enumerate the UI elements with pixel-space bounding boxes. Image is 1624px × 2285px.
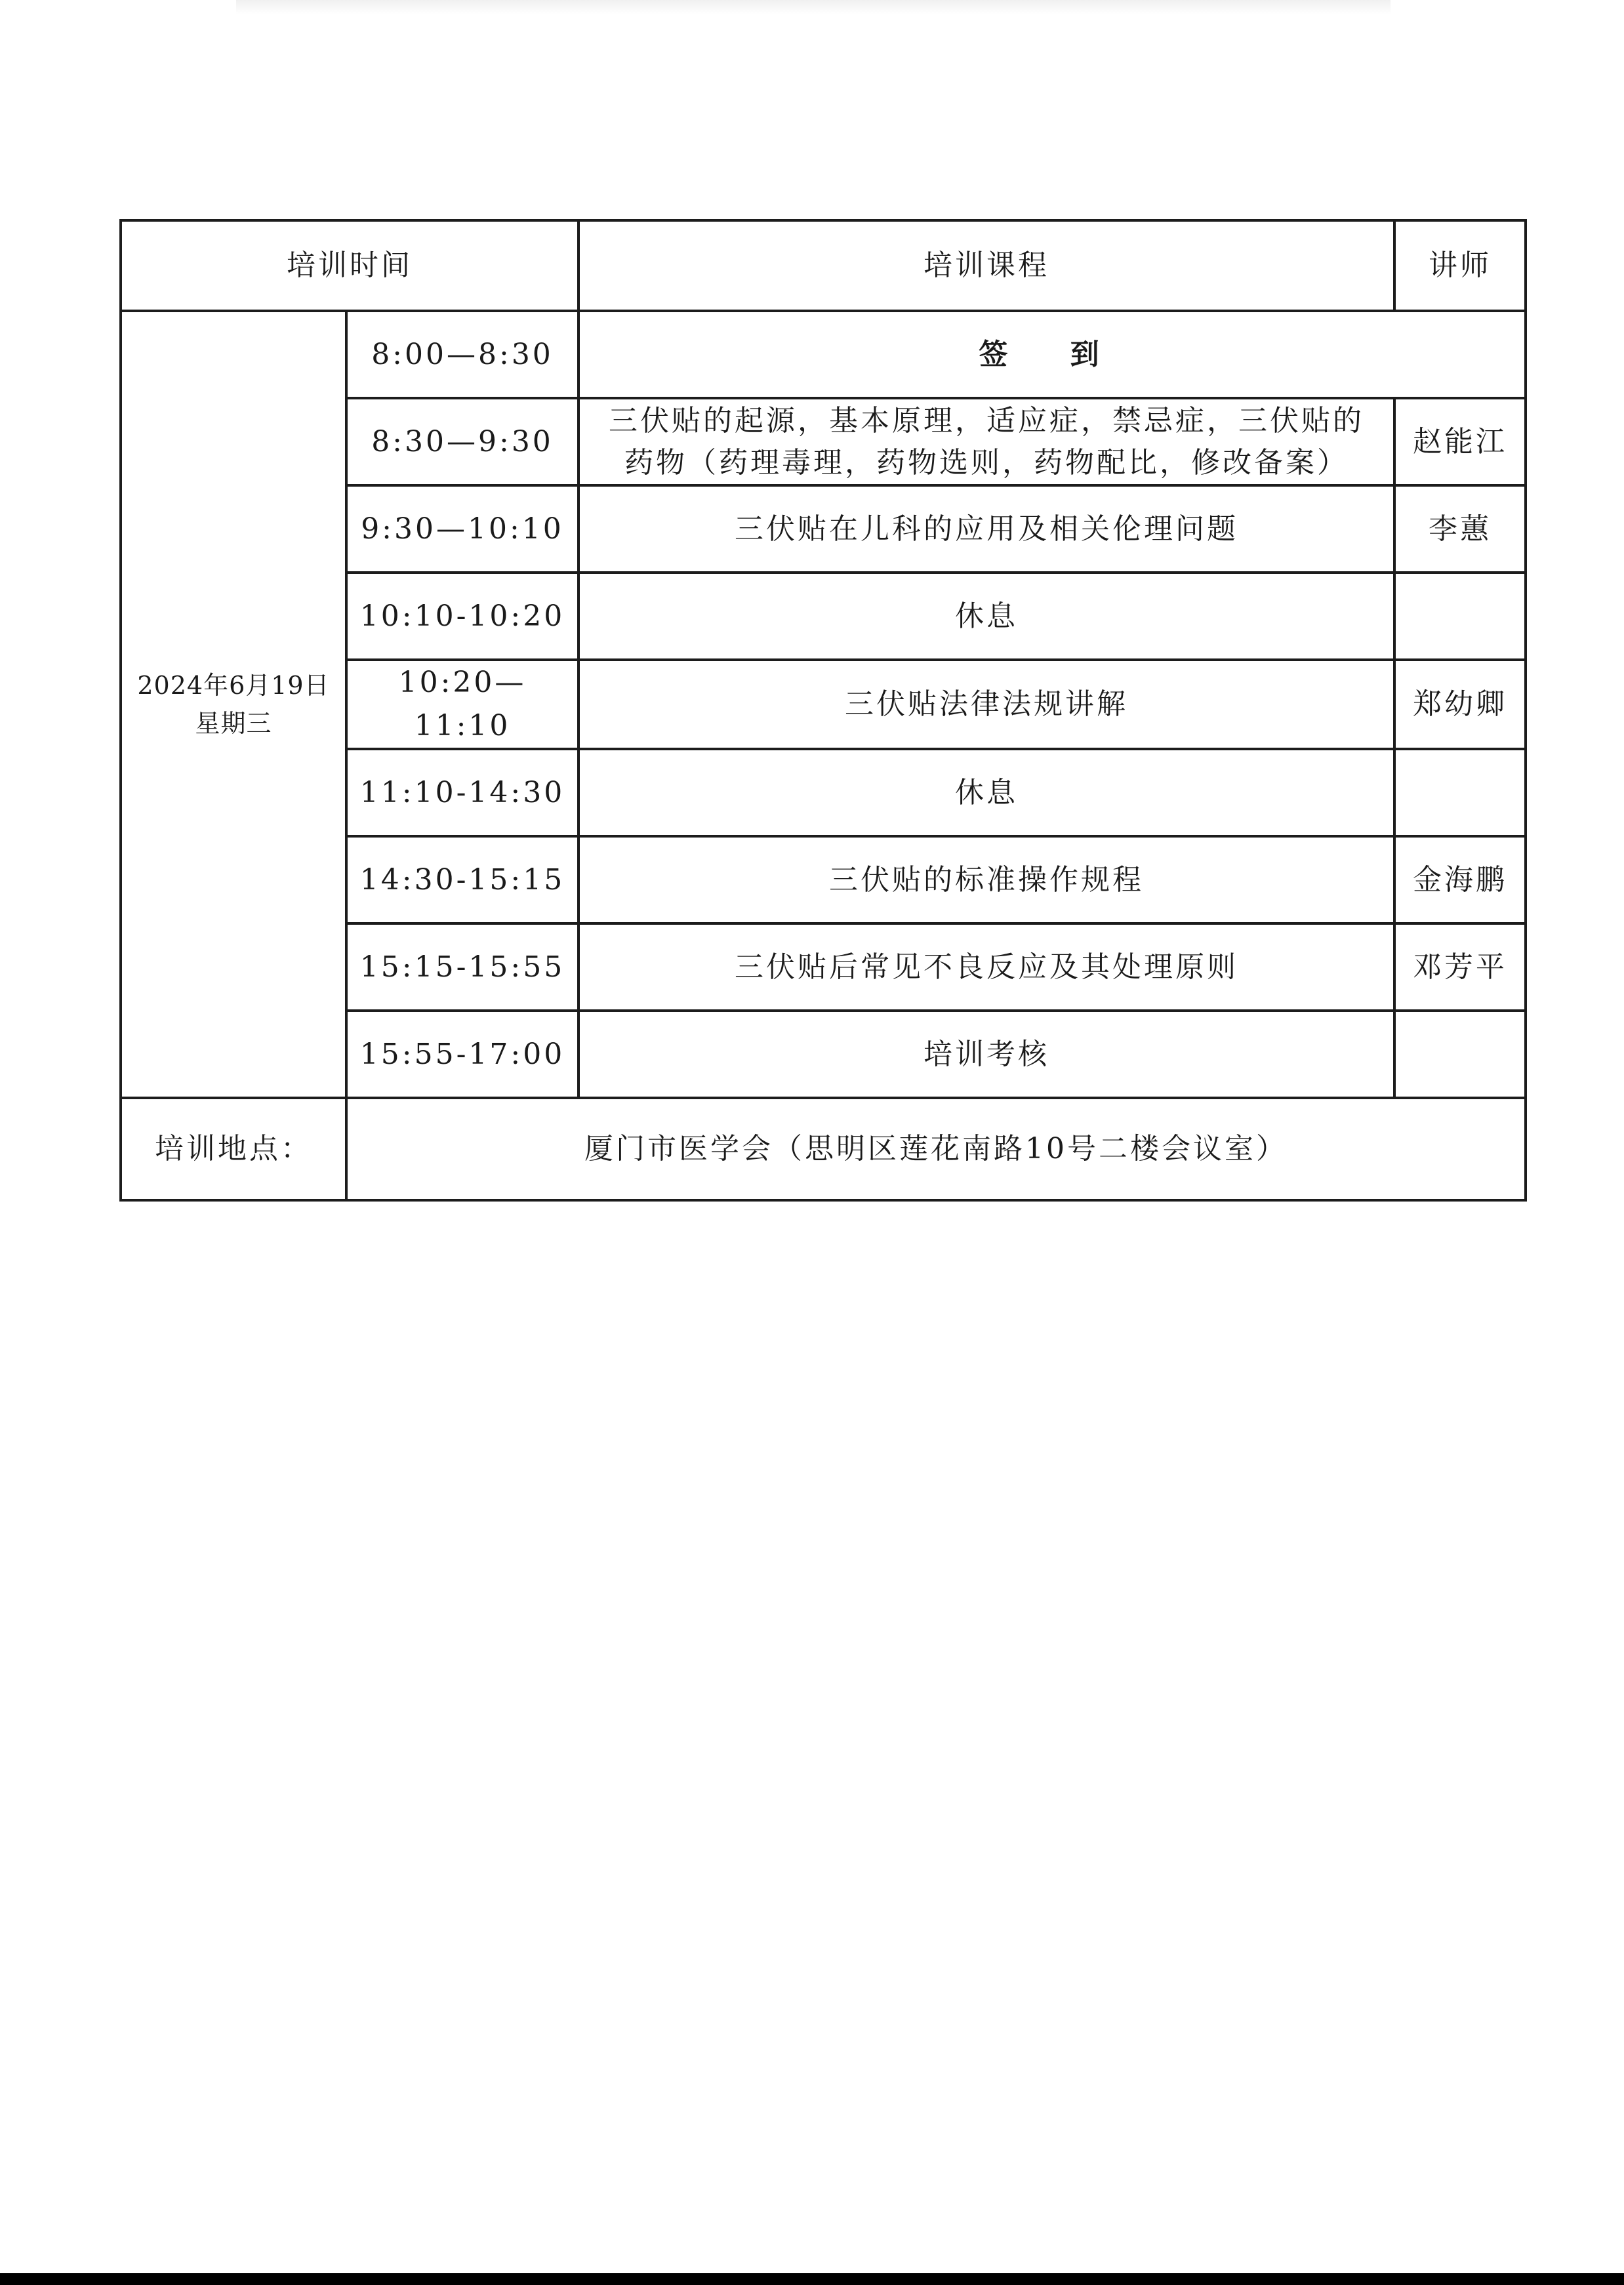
session-time: 9:30—10:10	[346, 485, 579, 573]
session-course-line: 药物（药理毒理，药物选则，药物配比，修改备案）	[624, 445, 1349, 479]
header-course: 培训课程	[579, 220, 1394, 311]
session-lecturer	[1394, 749, 1526, 836]
session-lecturer: 李蕙	[1394, 485, 1526, 573]
session-time: 15:15-15:55	[346, 923, 579, 1011]
scan-bottom-edge	[0, 2273, 1624, 2285]
session-lecturer: 金海鹏	[1394, 836, 1526, 923]
session-lecturer: 邓芳平	[1394, 923, 1526, 1011]
training-place-row	[121, 1098, 1526, 1200]
session-time: 8:00—8:30	[346, 311, 579, 398]
session-course-checkin: 签 到	[579, 311, 1526, 398]
header-lecturer: 讲师	[1394, 220, 1526, 311]
session-time: 10:10-10:20	[346, 573, 579, 660]
session-time: 8:30—9:30	[346, 398, 579, 485]
session-course: 三伏贴在儿科的应用及相关伦理问题	[579, 485, 1394, 573]
session-course: 三伏贴法律法规讲解	[579, 660, 1394, 749]
session-lecturer: 郑幼卿	[1394, 660, 1526, 749]
header-time: 培训时间	[121, 220, 579, 311]
place-label: 培训地点：	[121, 1098, 346, 1200]
session-lecturer: 赵能江	[1394, 398, 1526, 485]
session-course: 三伏贴的标准操作规程	[579, 836, 1394, 923]
date-text: 2024年6月19日	[137, 671, 330, 700]
table-row	[121, 311, 1526, 398]
session-time: 14:30-15:15	[346, 836, 579, 923]
session-course: 培训考核	[579, 1011, 1394, 1098]
session-course: 休息	[579, 749, 1394, 836]
session-course	[579, 398, 1394, 485]
date-cell	[121, 311, 346, 1098]
session-course-line: 三伏贴的起源，基本原理，适应症，禁忌症，三伏贴的	[609, 403, 1364, 437]
session-course: 三伏贴后常见不良反应及其处理原则	[579, 923, 1394, 1011]
session-lecturer	[1394, 1011, 1526, 1098]
session-time: 11:10-14:30	[346, 749, 579, 836]
session-lecturer	[1394, 573, 1526, 660]
place-value: 厦门市医学会（思明区莲花南路10号二楼会议室）	[346, 1098, 1526, 1200]
session-time: 10:20—11:10	[346, 660, 579, 749]
table-header-row	[121, 220, 1526, 311]
training-schedule-table	[119, 219, 1527, 1202]
session-course: 休息	[579, 573, 1394, 660]
scan-edge-smudge	[236, 0, 1391, 14]
session-time: 15:55-17:00	[346, 1011, 579, 1098]
weekday-text: 星期三	[195, 709, 272, 738]
